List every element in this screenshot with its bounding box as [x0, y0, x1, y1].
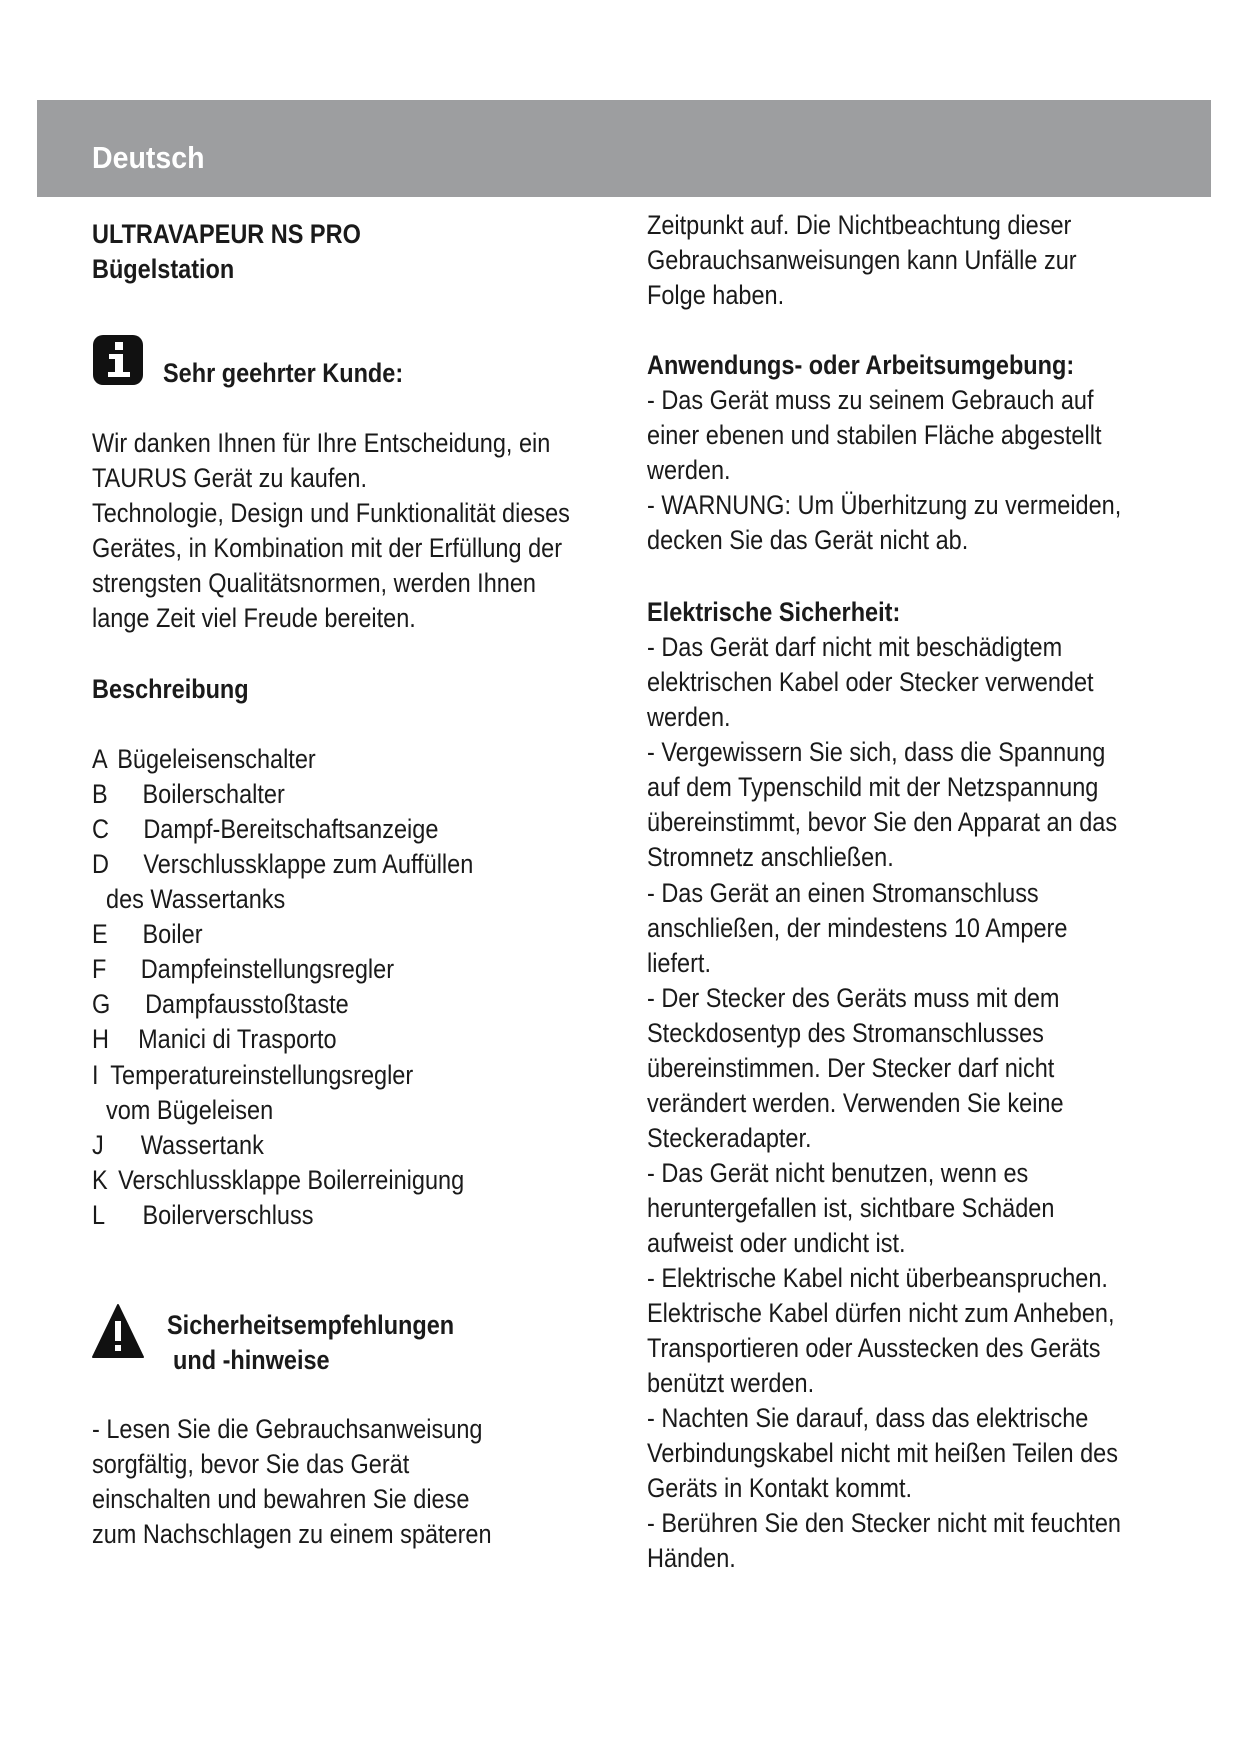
safety-intro-line: - Lesen Sie die Gebrauchsanweisung: [92, 1414, 483, 1444]
parts-list-item: G Dampfausstoßtaste: [92, 989, 349, 1019]
language-header-bar: [37, 100, 1211, 197]
electrical-line: - Der Stecker des Geräts muss mit dem: [647, 983, 1060, 1013]
electrical-line: Händen.: [647, 1543, 736, 1573]
info-icon: [92, 334, 144, 386]
electrical-line: werden.: [647, 702, 731, 732]
parts-list-item: J Wassertank: [92, 1130, 264, 1160]
parts-list-item: F Dampfeinstellungsregler: [92, 954, 395, 984]
product-name: ULTRAVAPEUR NS PRO: [92, 219, 361, 249]
electrical-line: - Elektrische Kabel nicht überbeanspruchen.: [647, 1263, 1108, 1293]
electrical-line: verändert werden. Verwenden Sie keine: [647, 1088, 1064, 1118]
parts-list-item: B Boilerschalter: [92, 779, 285, 809]
electrical-line: Elektrische Kabel dürfen nicht zum Anheben,: [647, 1298, 1115, 1328]
electrical-line: elektrischen Kabel oder Stecker verwendet: [647, 667, 1094, 697]
electrical-line: Transportieren oder Ausstecken des Geräts: [647, 1333, 1101, 1363]
safety-heading: und -hinweise: [173, 1345, 330, 1375]
electrical-line: - Das Gerät darf nicht mit beschädigtem: [647, 632, 1063, 662]
intro-line: strengsten Qualitätsnormen, werden Ihnen: [92, 568, 536, 598]
intro-line: TAURUS Gerät zu kaufen.: [92, 463, 368, 493]
electrical-line: - Das Gerät nicht benutzen, wenn es: [647, 1158, 1029, 1188]
parts-list-item: E Boiler: [92, 919, 203, 949]
electrical-line: Geräts in Kontakt kommt.: [647, 1473, 913, 1503]
continuation-line: Gebrauchsanweisungen kann Unfälle zur: [647, 245, 1077, 275]
electrical-line: auf dem Typenschild mit der Netzspannung: [647, 772, 1099, 802]
safety-intro-line: sorgfältig, bevor Sie das Gerät: [92, 1449, 410, 1479]
environment-heading: Anwendungs- oder Arbeitsumgebung:: [647, 350, 1075, 380]
safety-heading: Sicherheitsempfehlungen: [167, 1310, 455, 1340]
electrical-line: übereinstimmen. Der Stecker darf nicht: [647, 1053, 1055, 1083]
electrical-line: Verbindungskabel nicht mit heißen Teilen des: [647, 1438, 1118, 1468]
electrical-line: anschließen, der mindestens 10 Ampere: [647, 913, 1068, 943]
electrical-line: Stromnetz anschließen.: [647, 842, 894, 872]
parts-list-item: H Manici di Trasporto: [92, 1024, 337, 1054]
electrical-line: liefert.: [647, 948, 711, 978]
parts-list-item-continued: vom Bügeleisen: [106, 1095, 274, 1125]
electrical-heading: Elektrische Sicherheit:: [647, 597, 901, 627]
electrical-line: - Nachten Sie darauf, dass das elektrische: [647, 1403, 1089, 1433]
electrical-line: - Vergewissern Sie sich, dass die Spannung: [647, 737, 1106, 767]
parts-list-item: A Bügeleisenschalter: [92, 744, 316, 774]
electrical-line: Steckeradapter.: [647, 1123, 812, 1153]
parts-list-item: C Dampf-Bereitschaftsanzeige: [92, 814, 439, 844]
environment-line: werden.: [647, 455, 731, 485]
electrical-line: übereinstimmt, bevor Sie den Apparat an das: [647, 807, 1118, 837]
product-type: Bügelstation: [92, 254, 235, 284]
parts-list-item: I Temperatureinstellungsregler: [92, 1060, 414, 1090]
electrical-line: benützt werden.: [647, 1368, 815, 1398]
continuation-line: Folge haben.: [647, 280, 785, 310]
safety-intro-line: einschalten und bewahren Sie diese: [92, 1484, 470, 1514]
intro-line: Technologie, Design und Funktionalität dieses: [92, 498, 570, 528]
parts-list-item: D Verschlussklappe zum Auffüllen: [92, 849, 474, 879]
intro-line: lange Zeit viel Freude bereiten.: [92, 603, 416, 633]
safety-intro-line: zum Nachschlagen zu einem späteren: [92, 1519, 492, 1549]
intro-line: Gerätes, in Kombination mit der Erfüllung der: [92, 533, 563, 563]
intro-line: Wir danken Ihnen für Ihre Entscheidung, ein: [92, 428, 551, 458]
environment-line: einer ebenen und stabilen Fläche abgestellt: [647, 420, 1102, 450]
electrical-line: heruntergefallen ist, sichtbare Schäden: [647, 1193, 1055, 1223]
electrical-line: Steckdosentyp des Stromanschlusses: [647, 1018, 1044, 1048]
electrical-line: - Das Gerät an einen Stromanschluss: [647, 878, 1039, 908]
environment-line: - Das Gerät muss zu seinem Gebrauch auf: [647, 385, 1094, 415]
parts-list-item: L Boilerverschluss: [92, 1200, 314, 1230]
warning-icon: [92, 1303, 144, 1359]
environment-line: - WARNUNG: Um Überhitzung zu vermeiden,: [647, 490, 1122, 520]
electrical-line: - Berühren Sie den Stecker nicht mit feuchten: [647, 1508, 1121, 1538]
environment-line: decken Sie das Gerät nicht ab.: [647, 525, 969, 555]
parts-list-item-continued: des Wassertanks: [106, 884, 286, 914]
parts-list-item: K Verschlussklappe Boilerreinigung: [92, 1165, 465, 1195]
continuation-line: Zeitpunkt auf. Die Nichtbeachtung dieser: [647, 210, 1072, 240]
electrical-line: aufweist oder undicht ist.: [647, 1228, 906, 1258]
description-heading: Beschreibung: [92, 674, 249, 704]
language-title: Deutsch: [92, 140, 205, 175]
greeting: Sehr geehrter Kunde:: [163, 358, 404, 388]
